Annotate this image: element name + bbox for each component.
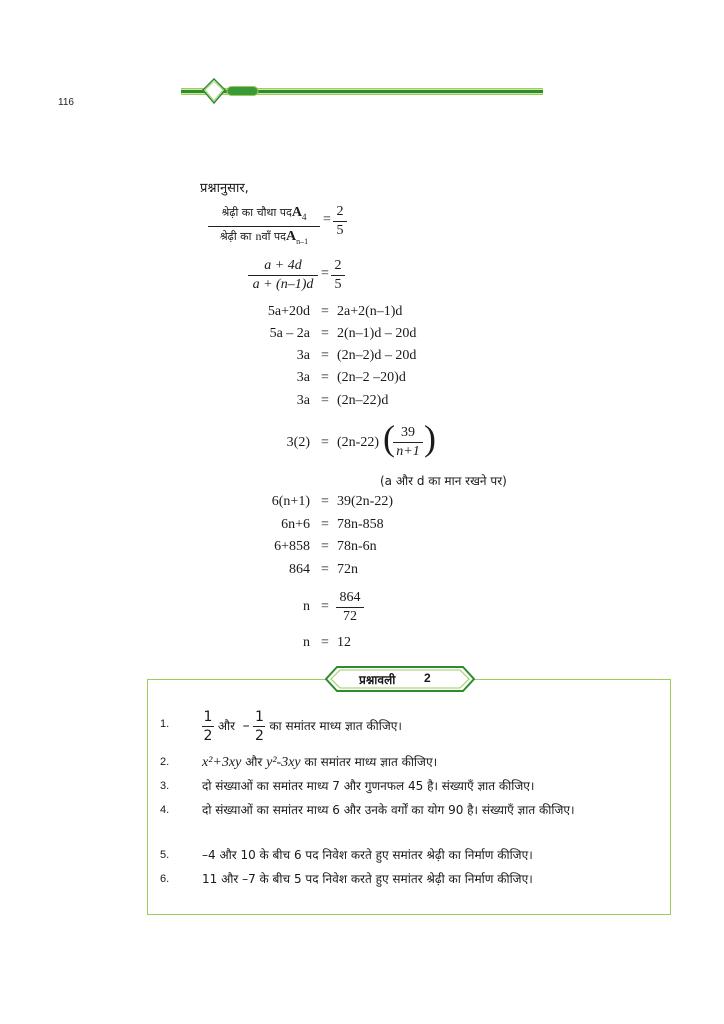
step-lhs: 5a – 2a (269, 326, 310, 341)
term-fraction (248, 257, 318, 294)
expr-1: x²+3xy (202, 755, 242, 770)
step-lhs: 864 (289, 562, 310, 577)
ratio-den-hindi: श्रेढ़ी का (219, 230, 252, 244)
n-frac-num: 864 (339, 590, 361, 605)
step-rhs: 78n-6n (337, 539, 377, 554)
step-eq: = (321, 348, 329, 363)
final-rhs: 12 (337, 635, 351, 650)
frac-half: $\frac{1}{2}$ (203, 709, 213, 744)
exercise-title: प्रश्नावली (359, 673, 396, 687)
sub-step-frac-den: n+1 (396, 444, 420, 459)
step-eq: = (321, 370, 329, 385)
exercise-number: 1. (160, 718, 170, 730)
sub-step-close-paren: ) (424, 418, 436, 458)
sub-step-eq: = (321, 435, 329, 450)
exercise-text: –4 और 10 के बीच 6 पद निवेश करते हुए समांतर श्रेढ़ी का निर्माण कीजिए। (202, 848, 533, 862)
ratio-num-term: A (291, 205, 303, 220)
exercise-number: 6. (160, 873, 170, 885)
exercise-q2-text: का समांतर माध्य ज्ञात कीजिए। (304, 755, 438, 769)
exercise-text: 11 और –7 के बीच 5 पद निवेश करते हुए समांतर श्रेढ़ी का निर्माण कीजिए। (202, 872, 533, 886)
ratio-equals: = (323, 212, 331, 227)
step-lhs: 3a (296, 370, 310, 385)
step-lhs: 6n+6 (281, 517, 310, 532)
exercise-text (202, 708, 657, 745)
exercise-box (147, 679, 671, 915)
header-title: गणित–10 (100, 100, 139, 111)
step-rhs: (2n–2 –20)d (337, 370, 406, 385)
step-rhs: 72n (337, 562, 358, 577)
step-eq: = (321, 494, 329, 509)
exercise-text: दो संख्याओं का समांतर माध्य 6 और उनके वर्गों का योग 90 है। संख्याएँ ज्ञात कीजिए। (202, 803, 575, 817)
sub-step-open-paren: ( (383, 418, 395, 458)
and-word: और (217, 719, 236, 733)
sub-step-frac-num: 39 (401, 425, 415, 440)
page-number: 116 (58, 97, 74, 108)
step-eq: = (321, 539, 329, 554)
and-word: और (245, 755, 263, 769)
sub-step-fraction (393, 424, 423, 461)
step-eq: = (321, 517, 329, 532)
step-rhs: (2n–2)d – 20d (337, 348, 417, 363)
ratio-num-sub: 4 (302, 212, 307, 223)
exercise-number: 5. (160, 849, 170, 861)
intro-text: प्रश्नानुसार, (200, 181, 249, 196)
term-fraction-rhs-num: 2 (334, 258, 342, 273)
step-lhs: 6(n+1) (271, 494, 310, 509)
final-lhs: n (303, 635, 310, 650)
n-fraction (336, 589, 364, 626)
exercise-q1-text: का समांतर माध्य ज्ञात कीजिए। (269, 719, 402, 733)
step-eq: = (321, 393, 329, 408)
step-rhs: 39(2n-22) (337, 494, 393, 509)
term-fraction-rhs-den: 5 (334, 277, 342, 292)
ratio-num-hindi: श्रेढ़ी का चौथा पद (221, 206, 292, 219)
ratio-den-hindi2: वाँ पद (261, 230, 287, 244)
step-eq: = (321, 304, 329, 319)
n-frac-den: 72 (343, 609, 357, 624)
step-rhs: 2a+2(n–1)d (337, 304, 403, 319)
ratio-rhs-fraction (333, 203, 347, 240)
n-frac-eq: = (321, 599, 329, 614)
exercise-number-label: 2 (424, 671, 431, 685)
term-fraction-den: a + (n–1)d (252, 277, 314, 292)
sub-step-rhs: (2n-22) (337, 435, 379, 450)
exercise-number: 4. (160, 804, 170, 816)
term-fraction-equals: = (321, 266, 329, 281)
step-eq: = (321, 326, 329, 341)
n-frac-lhs: n (303, 599, 310, 614)
final-eq: = (321, 635, 329, 650)
step-rhs: (2n–22)d (337, 393, 389, 408)
ratio-fraction (208, 203, 320, 251)
step-rhs: 78n-858 (337, 517, 384, 532)
ratio-rhs-den: 5 (336, 223, 344, 238)
exercise-text (202, 752, 657, 773)
step-lhs: 3a (296, 348, 310, 363)
ratio-den-n: n (255, 229, 262, 244)
step-lhs: 3a (296, 393, 310, 408)
step-lhs: 5a+20d (267, 304, 310, 319)
minus-sign: – (242, 718, 250, 734)
ratio-rhs-num: 2 (336, 204, 344, 219)
exercise-text: दो संख्याओं का समांतर माध्य 7 और गुणनफल 45 है। संख्याएँ ज्ञात कीजिए। (202, 779, 535, 793)
exercise-title-badge (325, 666, 475, 692)
substitution-note: (a और d का मान रखने पर) (380, 474, 507, 488)
exercise-number: 3. (160, 780, 170, 792)
expr-2: y²-3xy (266, 755, 301, 770)
ratio-den-sub: n–1 (296, 237, 309, 247)
sub-step-lhs: 3(2) (286, 435, 310, 450)
ratio-den-term: A (286, 229, 297, 245)
exercise-number: 2. (160, 756, 170, 768)
step-eq: = (321, 562, 329, 577)
term-fraction-rhs (331, 257, 345, 294)
step-lhs: 6+858 (274, 539, 310, 554)
frac-minus-half: $\frac{1}{2}$ (255, 709, 264, 744)
term-fraction-num: a + 4d (264, 258, 302, 273)
step-rhs: 2(n–1)d – 20d (337, 326, 417, 341)
